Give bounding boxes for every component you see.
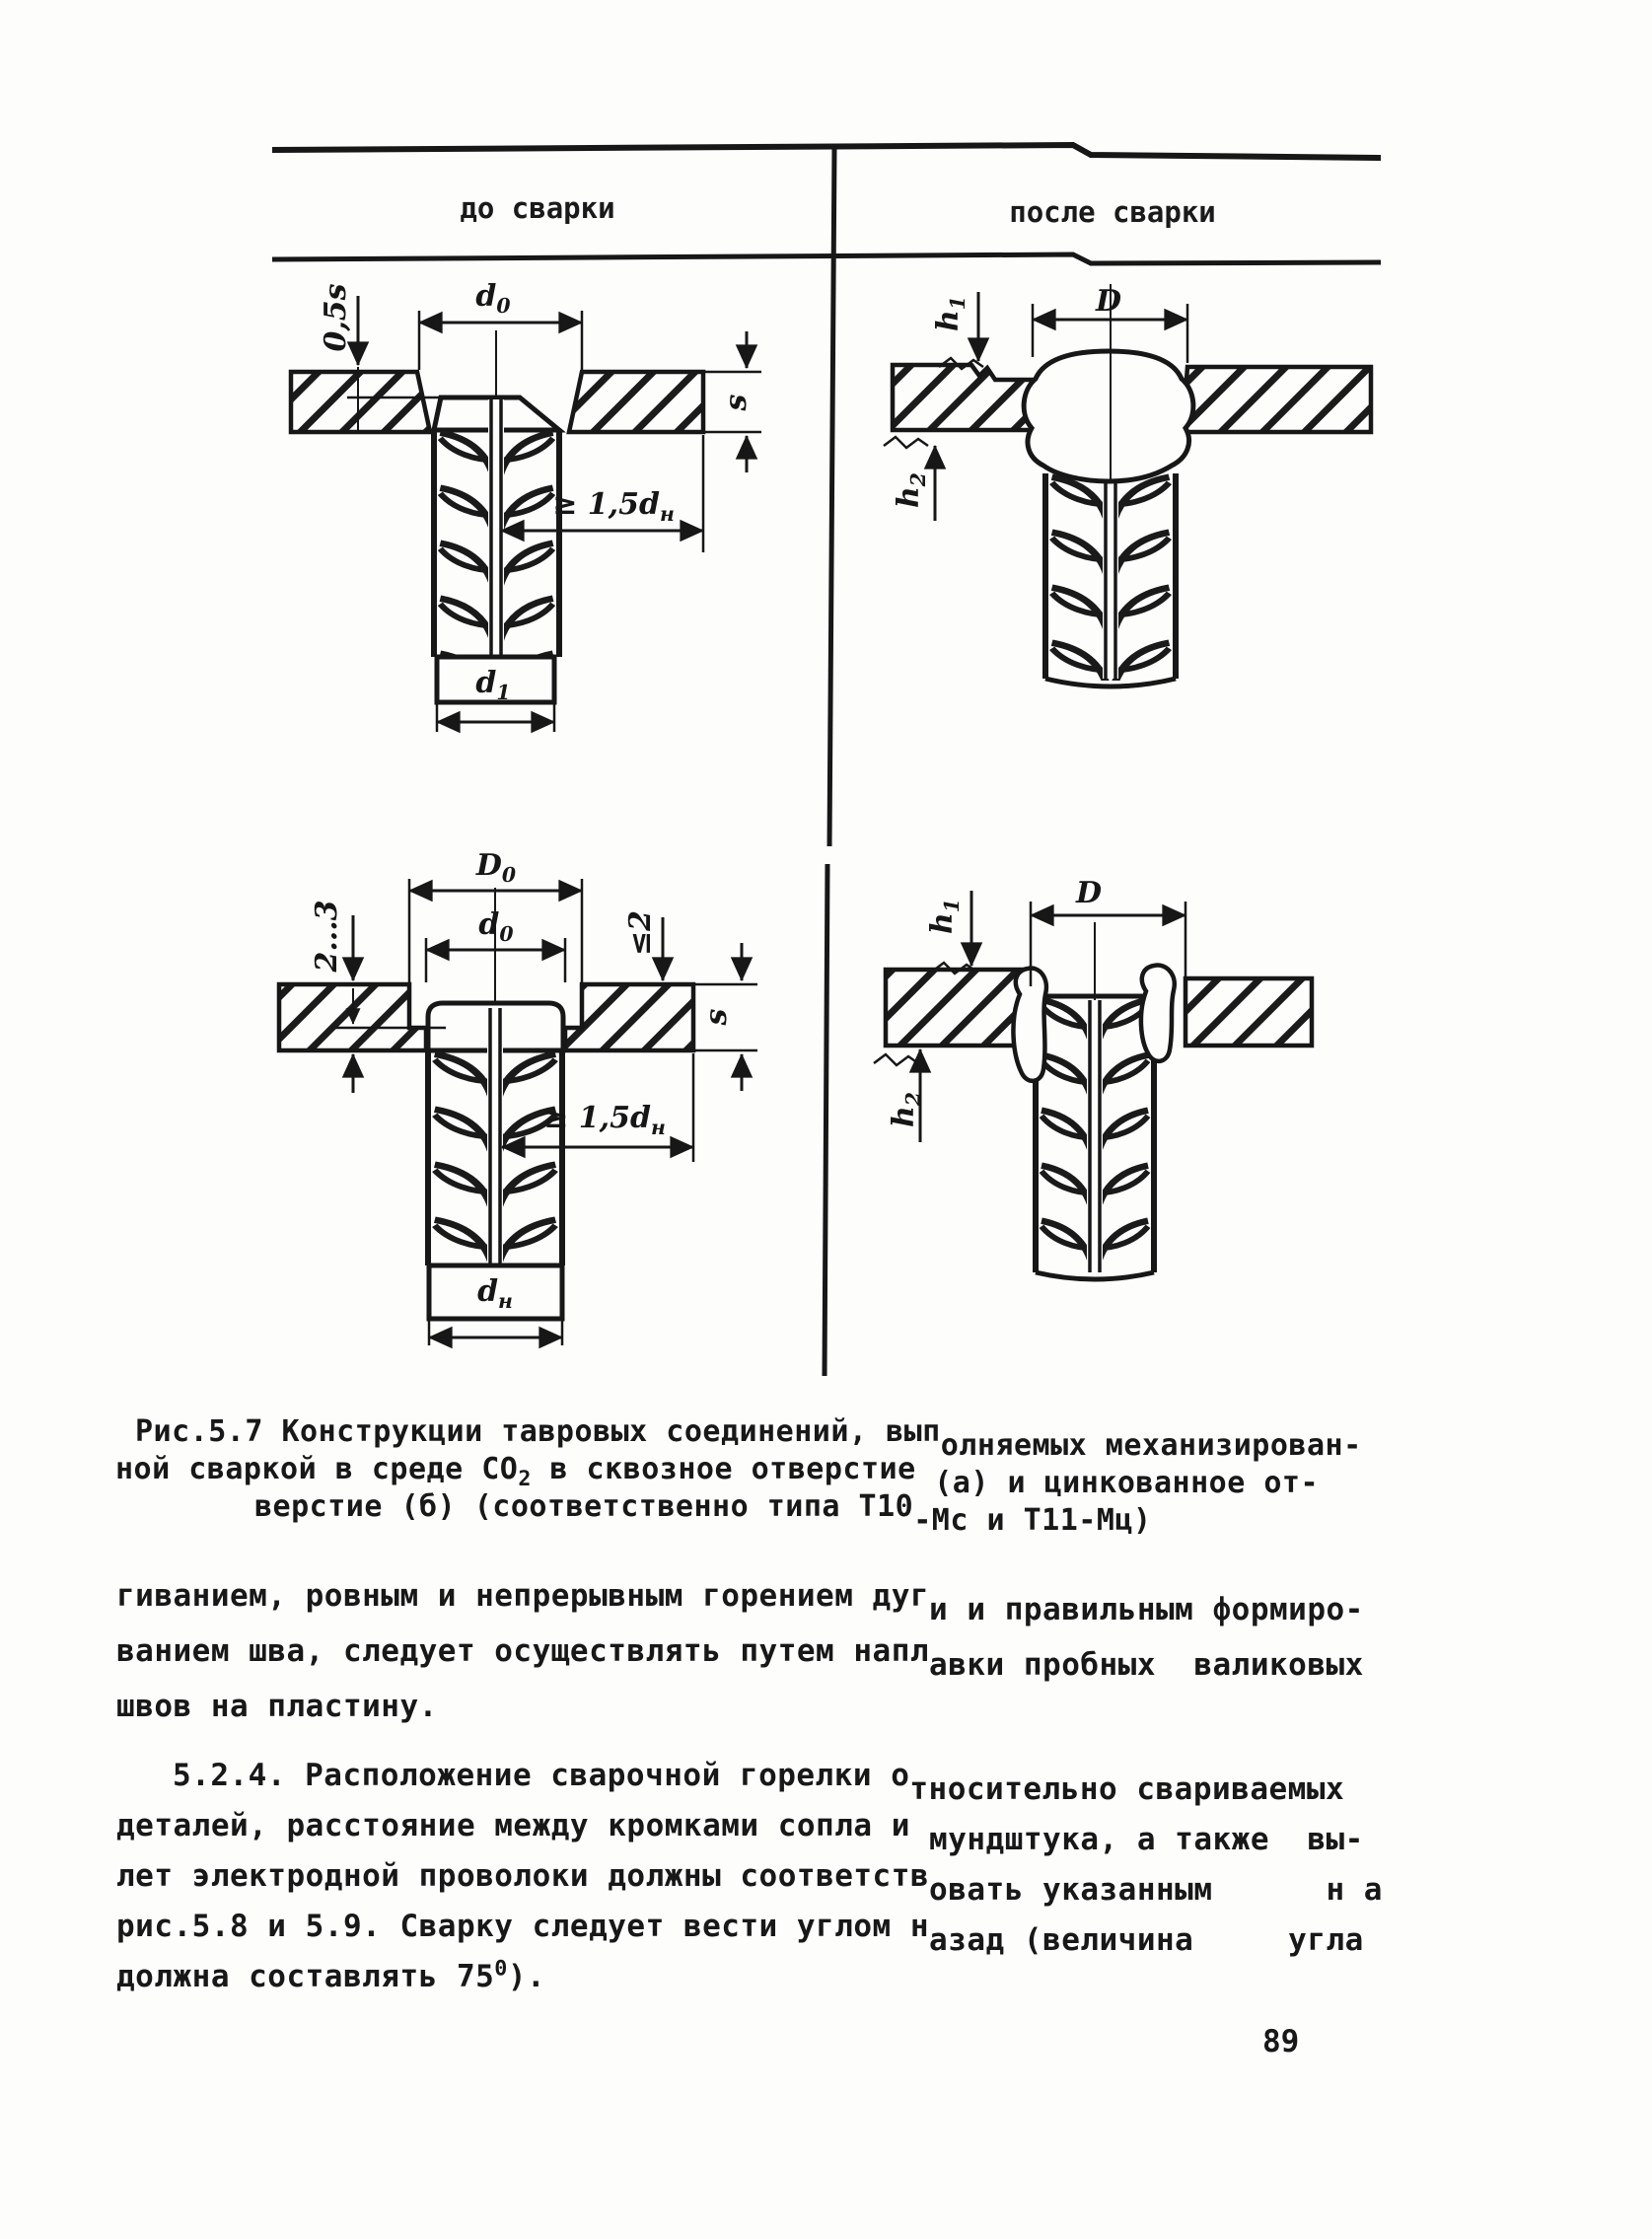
dim-label-d0-a: $d_0$ [475,279,511,318]
figure-frame-rules [272,145,1381,1376]
dim-label-min-1-5dn-a: ≥ $1,5d_н$ [552,487,675,526]
caption-line-3: верстие (б) (соответственно типа Т10-Мс и Т11-Мц) [254,1489,1152,1538]
paragraph-line: должна составлять $75^0$). [116,1956,546,1994]
dim-label-max-2: ≤2 [623,909,658,957]
dim-label-d0-c: $d_0$ [478,907,514,946]
dim-label-0-5s: 0,5s [319,283,353,352]
paragraph-line: 5.2.4. Расположение сварочной горелки относительно свариваемых [173,1758,1345,1807]
dim-label-dn: $d_н$ [477,1274,513,1313]
diagram-c-before-weld [279,879,757,1345]
dim-label-2-3: 2...3 [310,900,344,973]
dim-label-D0: $D_0$ [475,848,517,887]
page-number: 89 [1262,2024,1300,2059]
dim-label-h1-d: $h_1$ [925,898,964,935]
paragraph-line: рис.5.8 и 5.9. Сварку следует вести углом назад (величина угла [116,1909,1364,1958]
dim-label-D-d: D [1075,876,1103,910]
paragraph-line: ванием шва, следует осуществлять путем наплавки пробных валиковых [116,1633,1364,1683]
paragraph-line: деталей, расстояние между кромками сопла и мундштука, а также вы- [116,1808,1364,1857]
diagram-b-after-weld [884,284,1371,690]
dim-label-s-a: s [719,394,754,411]
dim-label-h2-d: $h_2$ [887,1091,925,1128]
paragraph-line: швов на пластину. [116,1689,438,1724]
caption-line-2: ной сваркой в среде $СО_2$ в сквозное отверстие (а) и цинкованное от- [115,1452,1320,1500]
paragraph-line: лет электродной проволоки должны соответствовать указанным н а [116,1858,1383,1908]
paragraph-line: гиванием, ровным и непрерывным горением дуги и правильным формиро- [116,1578,1364,1627]
dim-label-h2-b: $h_2$ [892,471,930,509]
dim-label-s-c: s [699,1008,734,1026]
column-header-before-welding: до сварки [460,191,615,225]
column-header-after-welding: после сварки [1009,195,1216,229]
dim-label-D-b: D [1095,284,1122,319]
dim-label-min-1-5dn-c: ≥ $1,5d_н$ [543,1101,666,1139]
dim-label-h1-b: $h_1$ [931,295,970,332]
dim-label-d1: $d_1$ [475,666,511,704]
caption-line-1: Рис.5.7 Конструкции тавровых соединений, выполняемых механизирован- [135,1414,1362,1463]
diagram-d-after-weld [874,891,1312,1324]
diagram-a-before-weld [291,296,761,732]
